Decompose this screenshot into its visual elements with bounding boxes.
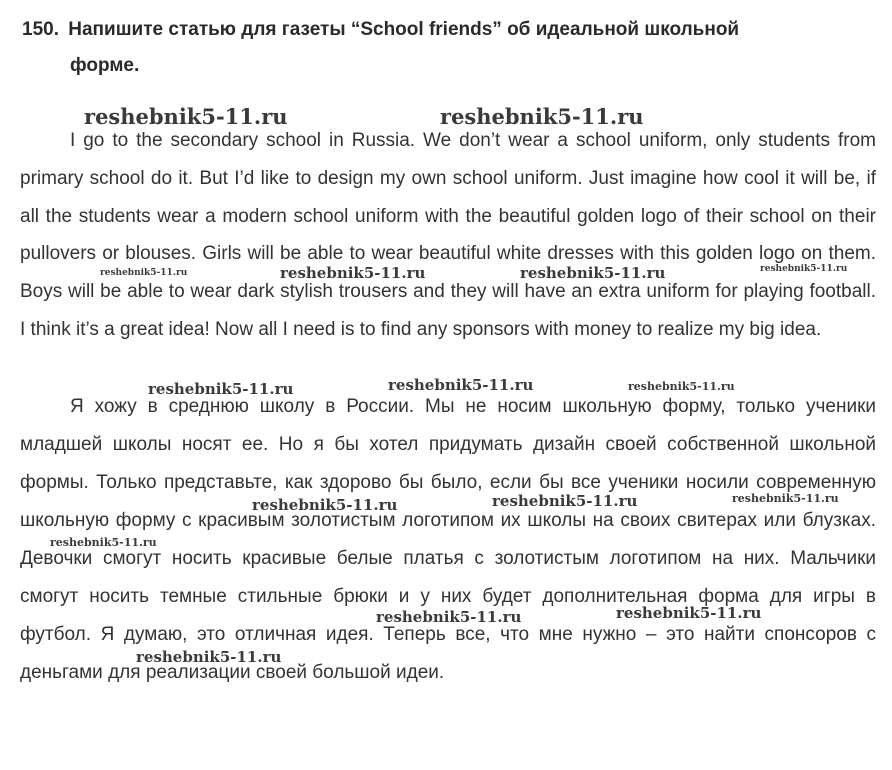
watermark: reshebnik5-11.ru (252, 496, 398, 514)
russian-paragraph: Я хожу в среднюю школу в России. Мы не носим школьную форму, только ученики младшей школы носят ее. Но я бы хотел придумать дизайн своей собственной школьной формы. Только представьте, как здорово бы было, если бы все ученики носили современную школьную форму с красивым золотистым логотипом их школы на своих свитерах или блузках. Девочки смогут носить красивые белые платья с золотистым логотипом на них. Мальчики смогут носить темные стильные брюки и у них будет дополнительная форма для игры в футбол. Я думаю, это отличная идея. Теперь все, что мне нужно – это найти спонсоров с деньгами для реализации своей большой идеи. (20, 396, 876, 683)
watermark: reshebnik5-11.ru (732, 492, 839, 505)
exercise-title-line1: Напишите статью для газеты “School friends” об идеальной школьной (68, 19, 740, 40)
watermark: reshebnik5-11.ru (520, 264, 666, 282)
watermark: reshebnik5-11.ru (84, 104, 288, 129)
watermark: reshebnik5-11.ru (100, 268, 188, 278)
watermark: reshebnik5-11.ru (376, 608, 522, 626)
watermark: reshebnik5-11.ru (148, 380, 294, 398)
watermark: reshebnik5-11.ru (280, 264, 426, 282)
english-paragraph: I go to the secondary school in Russia. We don’t wear a school uniform, only students from primary school do it. But I’d like to design my own school uniform. Just imagine how cool it will be, if all the students wear a modern school uniform with the beautiful golden logo of their school on their pullovers or blouses. Girls will be able to wear beautiful white dresses with this golden logo on them. Boys will be able to wear dark stylish trousers and they will have an extra uniform for playing football. I think it’s a great idea! Now all I need is to find any sponsors with money to realize my big idea. (20, 130, 876, 340)
watermark: reshebnik5-11.ru (50, 536, 157, 549)
watermark: reshebnik5-11.ru (628, 380, 735, 393)
exercise-heading (22, 12, 872, 84)
watermark: reshebnik5-11.ru (616, 604, 762, 622)
watermark: reshebnik5-11.ru (440, 104, 644, 129)
watermark: reshebnik5-11.ru (492, 492, 638, 510)
watermark: reshebnik5-11.ru (760, 264, 848, 274)
watermark: reshebnik5-11.ru (388, 376, 534, 394)
exercise-title-line2: форме. (70, 55, 140, 76)
watermark: reshebnik5-11.ru (136, 648, 282, 666)
exercise-number: 150. (22, 19, 59, 40)
